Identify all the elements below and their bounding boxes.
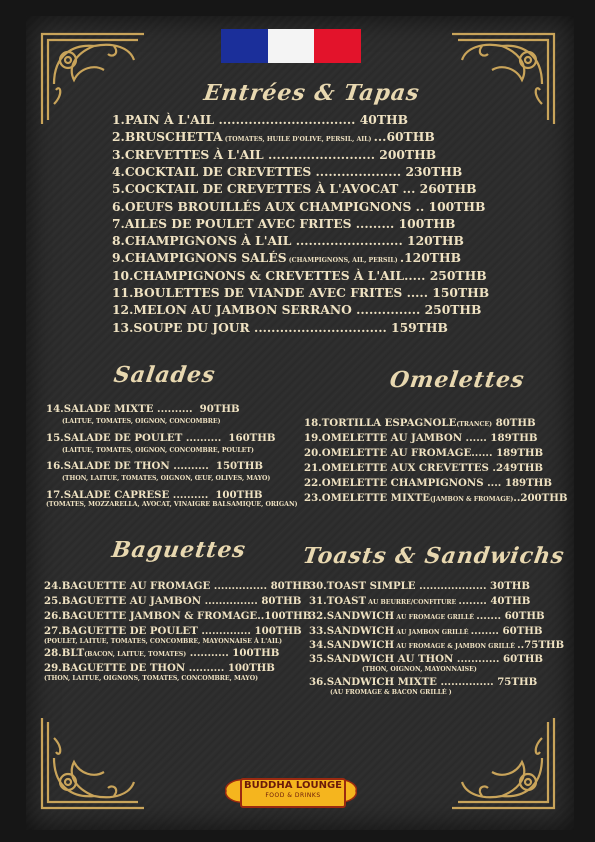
menu-item-note: AU BEURRE/CONFITURE [366, 599, 459, 606]
menu-item-leader: ......................... [291, 233, 408, 249]
ornament-bottom-left-icon [34, 708, 154, 818]
menu-item [112, 216, 455, 231]
menu-item-price: 150THB [432, 285, 490, 300]
menu-item-name: 25.BAGUETTE AU JAMBON [44, 595, 202, 607]
menu-item-name: 24.BAGUETTE AU FROMAGE [44, 580, 211, 592]
menu-item-price: 75THB [524, 639, 565, 651]
menu-item-name: 36.SANDWICH MIXTE [309, 676, 437, 688]
menu-item [46, 403, 240, 415]
menu-item [112, 199, 485, 214]
menu-item [304, 432, 537, 444]
menu-item-price: 200THB [379, 146, 437, 162]
menu-item-leader: .......... [169, 460, 216, 472]
section-title-entrees: Entrées & Tapas [202, 80, 422, 106]
menu-item-price: 200THB [520, 492, 568, 504]
menu-item-price: 100THB [398, 215, 456, 231]
menu-item-name: 23.OMELETTE MIXTE [304, 492, 430, 504]
menu-item-price: 40THB [490, 595, 531, 607]
menu-item [44, 662, 275, 674]
menu-item [309, 625, 543, 637]
ornament-bottom-right-icon [442, 708, 562, 818]
menu-item-price: 249THB [495, 462, 544, 474]
menu-item [304, 417, 536, 429]
menu-item-leader: .................... [311, 163, 406, 179]
menu-item-price: 80THB [270, 580, 311, 592]
menu-item-name: 29.BAGUETTE DE THON [44, 662, 186, 674]
menu-item-leader: ... [398, 181, 420, 197]
menu-item-name: 34.SANDWICH [309, 639, 395, 651]
menu-item-name: 21.OMELETTE AUX CREVETTES [304, 462, 489, 474]
menu-item-leader: ......... [351, 215, 399, 231]
menu-item [304, 447, 543, 459]
menu-item-name: 14.SALADE MIXTE [46, 403, 154, 415]
menu-item-name: 33.SANDWICH [309, 625, 395, 637]
menu-item-leader: .......... [153, 403, 200, 415]
menu-item-leader: ............ [453, 653, 504, 665]
menu-item [44, 580, 311, 592]
menu-item-name: 12.MELON AU JAMBON SERRANO [112, 302, 352, 318]
menu-item-price: 90THB [199, 403, 240, 415]
menu-item [112, 164, 462, 179]
menu-item-name: 17.SALADE CAPRESE [46, 489, 170, 501]
menu-item-price: 159THB [391, 319, 448, 335]
menu-item-description: (POULET, LAITUE, TOMATES, CONCOMBRE, MAYONNAISE À L'AIL) [44, 638, 283, 645]
menu-item-price: 80THB [261, 595, 302, 607]
section-title-salades: Salades [112, 362, 218, 388]
menu-item-description: (TOMATES, MOZZARELLA, AVOCAT, VINAIGRE BALSAMIQUE, ORIGAN) [46, 501, 298, 508]
menu-item-price: 60THB [386, 129, 435, 145]
menu-item-leader: ....... [476, 610, 505, 622]
menu-item-price: 189THB [504, 477, 552, 489]
menu-item-name: 9.CHAMPIGNONS SALÉS [112, 250, 287, 266]
ornament-top-right-icon [442, 24, 562, 134]
menu-item-price: 189THB [496, 447, 544, 459]
menu-item-name: 26.BAGUETTE JAMBON & FROMAGE [44, 610, 258, 622]
menu-item-name: 16.SALADE DE THON [46, 460, 170, 472]
section-title-baguettes: Baguettes [110, 537, 248, 563]
menu-item-name: 31.TOAST [309, 595, 367, 607]
menu-item-name: 8.CHAMPIGNONS À L'AIL [112, 233, 292, 249]
menu-item-leader: ...... [462, 432, 491, 444]
menu-item-leader: ............... [351, 302, 425, 318]
menu-item-leader: . [488, 462, 496, 474]
menu-item-description: (THON, LAITUE, TOMATES, OIGNON, ŒUF, OLIVES, MAYO) [62, 475, 271, 482]
menu-item-leader: ............... [436, 676, 498, 688]
menu-item-name: 30.TOAST SIMPLE [309, 580, 416, 592]
menu-item [44, 647, 279, 659]
menu-item-price: 100THB [232, 647, 280, 659]
menu-item-price: 75THB [497, 676, 538, 688]
menu-item [309, 580, 530, 592]
menu-item [44, 595, 301, 607]
menu-item [44, 625, 302, 637]
menu-item-price: 40THB [359, 112, 409, 127]
menu-item-note: (BACON, LAITUE, TOMATES) [84, 651, 187, 658]
menu-item-leader: ..... [402, 285, 433, 300]
menu-item [112, 285, 489, 300]
menu-item [112, 250, 461, 265]
menu-item-leader: ........... [186, 647, 233, 659]
france-flag-icon [221, 29, 361, 63]
menu-item-leader: .. [411, 198, 429, 214]
menu-item-name: 6.OEUFS BROUILLÉS AUX CHAMPIGNONS [112, 198, 412, 214]
menu-item-name: 13.SOUPE DU JOUR [112, 319, 250, 335]
menu-item-leader: .. [513, 492, 521, 504]
menu-item [112, 147, 436, 162]
menu-item-name: 28.BLT [44, 647, 85, 659]
buddha-lounge-logo [222, 774, 360, 808]
menu-item [46, 432, 275, 444]
menu-item [309, 653, 543, 665]
menu-item-name: 5.COCKTAIL DE CREVETTES À L'AVOCAT [112, 181, 399, 197]
menu-item-name: 27.BAGUETTE DE POULET [44, 625, 198, 637]
menu-item-description: (THON, OIGNON, MAYONNAISE) [362, 666, 477, 673]
menu-item-name: 18.TORTILLA ESPAGNOLE [304, 417, 457, 429]
logo-tagline: FOOD & DRINKS [265, 792, 321, 799]
menu-item-note: (TOMATES, HUILE D'OLIVE, PERSIL, AIL) [222, 136, 374, 144]
menu-item-leader: . [399, 250, 405, 266]
menu-item-leader: .............. [197, 625, 255, 637]
menu-item-leader: ............... [210, 580, 271, 592]
menu-item-note: (JAMBON & FROMAGE) [429, 496, 514, 503]
menu-item-price: 150THB [215, 460, 263, 472]
menu-item-leader: .. [517, 639, 525, 651]
menu-item-note: AU FROMAGE GRILLÉ [394, 614, 477, 621]
menu-item-note: AU FROMAGE & JAMBON GRILLÉ [394, 643, 518, 650]
menu-item-leader: .. [257, 610, 265, 622]
menu-item-price: 100THB [215, 489, 263, 501]
menu-item-note: (CHAMPIGNONS, AIL, PERSIL) [286, 257, 400, 265]
menu-item-note: AU JAMBON GRILLÉ [394, 629, 471, 636]
menu-item-price: 250THB [429, 267, 487, 283]
menu-item-price: 60THB [503, 653, 544, 665]
menu-item-name: 4.COCKTAIL DE CREVETTES [112, 163, 312, 179]
menu-item-leader: ..... [404, 267, 430, 283]
section-title-omelettes: Omelettes [388, 367, 527, 393]
menu-item [309, 639, 564, 651]
menu-item [112, 302, 481, 317]
menu-item-name: 32.SANDWICH [309, 610, 395, 622]
menu-item-leader: ........ [470, 625, 503, 637]
menu-item-price: 189THB [490, 432, 538, 444]
menu-item [112, 233, 464, 248]
menu-item-leader: .......... [185, 662, 228, 674]
menu-item-price: 60THB [502, 625, 543, 637]
section-title-toasts: Toasts & Sandwichs [301, 543, 567, 569]
menu-item [112, 320, 448, 335]
menu-item [309, 610, 545, 622]
menu-item [46, 489, 262, 501]
menu-item-price: 120THB [404, 250, 461, 266]
menu-item-name: 35.SANDWICH AU THON [309, 653, 454, 665]
menu-item [304, 462, 543, 474]
menu-item [112, 112, 408, 127]
menu-item-leader: ........ [458, 595, 491, 607]
menu-item-leader: ................... [415, 580, 491, 592]
menu-item-price: 100THB [264, 610, 312, 622]
menu-item-leader: .... [483, 477, 505, 489]
menu-item [309, 595, 530, 607]
menu-item-leader: ............... [201, 595, 262, 607]
menu-item-price: 120THB [407, 233, 464, 249]
menu-item-name: 2.BRUSCHETTA [112, 129, 223, 145]
menu-item-price: 250THB [424, 302, 482, 318]
menu-item-description: (LAITUE, TOMATES, OIGNON, CONCOMBRE) [62, 418, 221, 425]
menu-item-description: (AU FROMAGE & BACON GRILLÉ ) [330, 689, 452, 696]
logo-name: BUDDHA LOUNGE [244, 780, 342, 791]
menu-item-leader: ................................ [214, 112, 360, 127]
menu-item-price: 100THB [227, 662, 275, 674]
menu-item-name: 3.CREVETTES À L'AIL [112, 146, 264, 162]
menu-item [44, 610, 311, 622]
menu-item-note: (TRANCE) [456, 421, 493, 428]
menu-item-price: 100THB [254, 625, 302, 637]
menu-item-price: 230THB [405, 163, 463, 179]
menu-item-price: 260THB [419, 181, 477, 197]
menu-item-price: 160THB [228, 432, 276, 444]
menu-item [46, 460, 263, 472]
menu-item-price: 80THB [495, 417, 536, 429]
menu-item-name: 20.OMELETTE AU FROMAGE [304, 447, 472, 459]
menu-item [309, 676, 537, 688]
menu-item-price: 60THB [504, 610, 545, 622]
menu-item-name: 10.CHAMPIGNONS & CREVETTES À L'AIL [112, 267, 405, 283]
menu-item-leader: ...... [471, 447, 497, 459]
menu-item-leader: .......... [169, 489, 216, 501]
menu-item-name: 11.BOULETTES DE VIANDE AVEC FRITES [112, 285, 403, 300]
menu-item-description: (THON, LAITUE, OIGNONS, TOMATES, CONCOMBRE, MAYO) [44, 675, 259, 682]
menu-item [304, 477, 552, 489]
menu-item-leader: ............................... [249, 319, 392, 335]
menu-item [304, 492, 567, 504]
menu-item-price: 30THB [490, 580, 531, 592]
menu-item-name: 15.SALADE DE POULET [46, 432, 183, 444]
menu-item [112, 181, 477, 196]
menu-item-price: 100THB [428, 198, 486, 214]
menu-item-leader: .......... [182, 432, 229, 444]
menu-item-description: (LAITUE, TOMATES, OIGNON, CONCOMBRE, POULET) [62, 447, 254, 454]
menu-item-name: 19.OMELETTE AU JAMBON [304, 432, 463, 444]
menu-item [112, 268, 487, 283]
menu-item-name: 1.PAIN À L'AIL [112, 112, 215, 127]
menu-item-leader: ......................... [263, 146, 380, 162]
menu-item-leader: ... [373, 129, 387, 145]
menu-item-name: 22.OMELETTE CHAMPIGNONS [304, 477, 484, 489]
menu-item [112, 129, 435, 144]
menu-item-name: 7.AILES DE POULET AVEC FRITES [112, 215, 352, 231]
